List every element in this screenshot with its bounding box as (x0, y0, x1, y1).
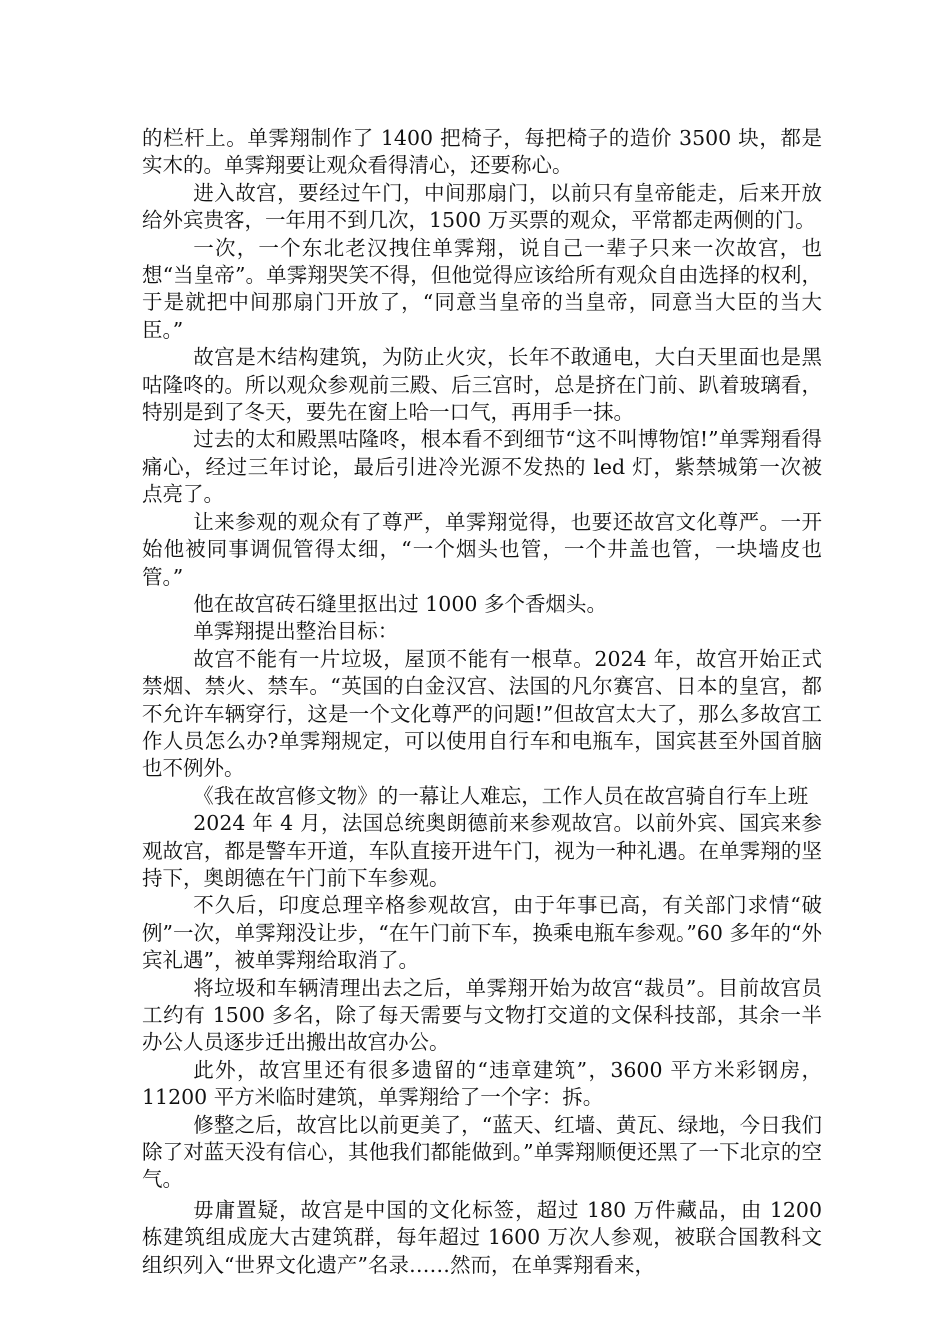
paragraph-9: 故宫不能有一片垃圾，屋顶不能有一根草。2024 年，故宫开始正式禁烟、禁火、禁车。“英国的白金汉宫、法国的凡尔赛宫、日本的皇宫，都不允许车辆穿行，这是一个文化尊严的问题!”但故宫太大了，那么多故宫工作人员怎么办?单霁翔规定，可以使用自行车和电瓶车，国宾甚至外国首脑也不例外。 (142, 646, 822, 781)
paragraph-11: 2024 年 4 月，法国总统奥朗德前来参观故宫。以前外宾、国宾来参观故宫，都是警车开道，车队直接开进午门，视为一种礼遇。在单霁翔的坚持下，奥朗德在午门前下车参观。 (142, 811, 822, 890)
paragraph-6: 让来参观的观众有了尊严，单霁翔觉得，也要还故宫文化尊严。一开始他被同事调侃管得太细，“一个烟头也管，一个井盖也管，一块墙皮也管。” (142, 509, 822, 589)
paragraph-8: 单霁翔提出整治目标： (193, 619, 399, 644)
paragraph-14: 此外，故宫里还有很多遗留的“违章建筑”，3600 平方米彩钢房，11200 平方米临时建筑，单霁翔给了一个字：拆。 (142, 1057, 822, 1110)
paragraph-2: 进入故宫，要经过午门，中间那扇门，以前只有皇帝能走，后来开放给外宾贵客，一年用不到几次，1500 万买票的观众，平常都走两侧的门。 (142, 180, 822, 233)
paragraph-4: 故宫是木结构建筑，为防止火灾，长年不敢通电，大白天里面也是黑咕隆咚的。所以观众参观前三殿、后三宫时，总是挤在门前、趴着玻璃看，特别是到了冬天，要先在窗上哈一口气，再用手一抹。 (142, 345, 822, 425)
paragraph-13: 将垃圾和车辆清理出去之后，单霁翔开始为故宫“裁员”。目前故宫员工约有 1500 多名，除了每天需要与文物打交道的文保科技部，其余一半办公人员逐步迁出搬出故宫办公。 (142, 975, 822, 1055)
paragraph-10: 《我在故宫修文物》的一幕让人难忘，工作人员在故宫骑自行车上班 (193, 783, 809, 808)
paragraph-3: 一次，一个东北老汉拽住单霁翔，说自己一辈子只来一次故宫，也想“当皇帝”。单霁翔哭笑不得，但他觉得应该给所有观众自由选择的权利，于是就把中间那扇门开放了，“同意当皇帝的当皇帝，同意当大臣的当大臣。” (142, 235, 822, 342)
paragraph-12: 不久后，印度总理辛格参观故宫，由于年事已高，有关部门求情“破例”一次，单霁翔没让步，“在午门前下车，换乘电瓶车参观。”60 多年的“外宾礼遇”，被单霁翔给取消了。 (142, 893, 822, 973)
paragraph-16: 毋庸置疑，故宫是中国的文化标签，超过 180 万件藏品，由 1200 栋建筑组成庞大古建筑群，每年超过 1600 万次人参观，被联合国教科文组织列入“世界文化遗产”名录……然而，在单霁翔看来， (142, 1197, 822, 1277)
paragraph-1: 的栏杆上。单霁翔制作了 1400 把椅子，每把椅子的造价 3500 块，都是实木的。单霁翔要让观众看得清心，还要称心。 (142, 126, 822, 178)
paragraph-15: 修整之后，故宫比以前更美了，“蓝天、红墙、黄瓦、绿地，今日我们除了对蓝天没有信心，其他我们都能做到。”单霁翔顺便还黑了一下北京的空气。 (142, 1112, 822, 1192)
paragraph-5: 过去的太和殿黑咕隆咚，根本看不到细节“这不叫博物馆!”单霁翔看得痛心，经过三年讨论，最后引进冷光源不发热的 led 灯，紫禁城第一次被点亮了。 (142, 427, 822, 507)
paragraph-7: 他在故宫砖石缝里抠出过 1000 多个香烟头。 (193, 591, 607, 616)
document-page (142, 125, 822, 1279)
